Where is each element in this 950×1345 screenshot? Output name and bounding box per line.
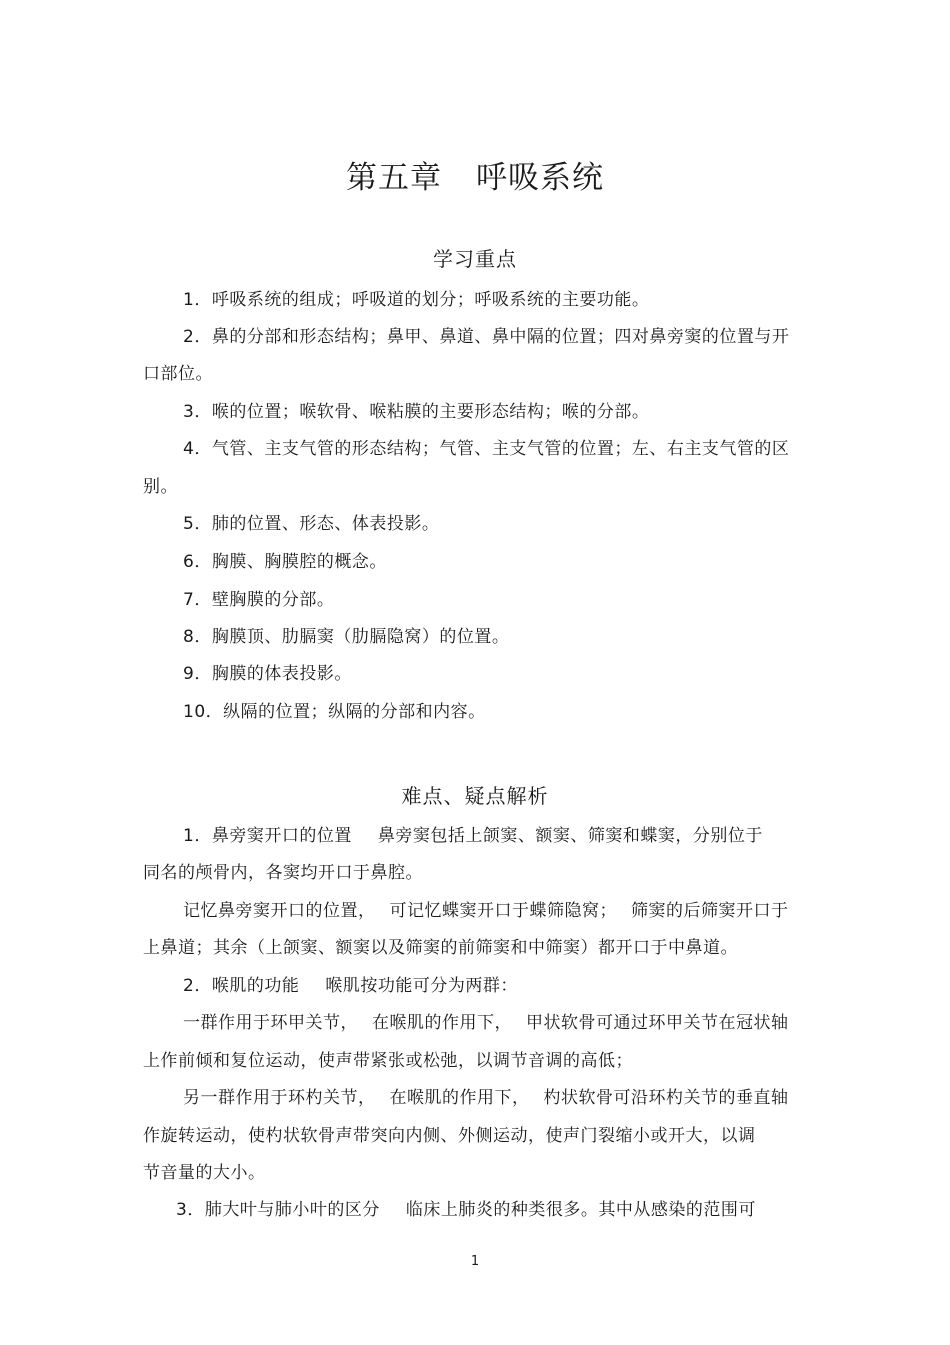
analysis-p2-line1 [183, 900, 789, 922]
key-points-heading: 学习重点 [433, 247, 517, 271]
analysis-p1-title: 1．鼻旁窦开口的位置 [183, 826, 352, 846]
analysis-p5-line2: 作旋转运动，使杓状软骨声带突向内侧、外侧运动，使声门裂缩小或开大，以调 [143, 1126, 756, 1146]
key-point-9: 9．胸膜的体表投影。 [183, 664, 352, 684]
analysis-p3 [183, 975, 518, 997]
analysis-p4-part-a: 一群作用于环甲关节， [183, 1013, 358, 1033]
analysis-p2-part-a: 记忆鼻旁窦开口的位置， [183, 901, 376, 921]
analysis-p5-line1 [183, 1087, 789, 1109]
key-point-3: 3．喉的位置；喉软骨、喉粘膜的主要形态结构；喉的分部。 [183, 402, 650, 422]
analysis-p2-part-c: 筛窦的后筛窦开口于 [631, 901, 789, 921]
analysis-p1-text: 鼻旁窦包括上颌窦、额窦、筛窦和蝶窦，分别位于 [377, 826, 763, 846]
analysis-p5-part-b: 在喉肌的作用下， [389, 1088, 530, 1108]
analysis-p5-line3: 节音量的大小。 [143, 1163, 266, 1183]
analysis-p6-text: 临床上肺炎的种类很多。其中从感染的范围可 [405, 1200, 756, 1220]
key-point-7: 7．壁胸膜的分部。 [183, 590, 335, 610]
analysis-p5-part-c: 杓状软骨可沿环杓关节的垂直轴 [543, 1088, 789, 1108]
analysis-p4-line2: 上作前倾和复位运动，使声带紧张或松弛，以调节音调的高低； [143, 1051, 633, 1071]
analysis-heading: 难点、疑点解析 [401, 784, 549, 808]
key-point-2-cont: 口部位。 [143, 364, 213, 384]
analysis-p4-part-c: 甲状软骨可通过环甲关节在冠状轴 [526, 1013, 789, 1033]
analysis-p2-line2: 上鼻道；其余（上颌窦、额窦以及筛窦的前筛窦和中筛窦）都开口于中鼻道。 [143, 938, 738, 958]
key-point-5: 5．肺的位置、形态、体表投影。 [183, 514, 440, 534]
analysis-p1-line2: 同名的颅骨内，各窦均开口于鼻腔。 [143, 863, 423, 883]
analysis-p4-line1 [183, 1012, 789, 1034]
analysis-p4-part-b: 在喉肌的作用下， [372, 1013, 512, 1033]
analysis-p3-title: 2．喉肌的功能 [183, 976, 300, 996]
chapter-label: 第五章 [346, 160, 442, 196]
key-point-8: 8．胸膜顶、肋膈窦（肋膈隐窝）的位置。 [183, 627, 510, 647]
analysis-p5-part-a: 另一群作用于环杓关节， [183, 1088, 376, 1108]
key-point-10: 10．纵隔的位置；纵隔的分部和内容。 [183, 702, 486, 722]
key-point-4-cont: 别。 [143, 477, 178, 497]
key-point-6: 6．胸膜、胸膜腔的概念。 [183, 552, 387, 572]
key-point-4: 4．气管、主支气管的形态结构；气管、主支气管的位置；左、右主支气管的区 [183, 439, 790, 459]
analysis-p3-text: 喉肌按功能可分为两群： [325, 976, 518, 996]
analysis-p6-title: 3．肺大叶与肺小叶的区分 [176, 1200, 380, 1220]
chapter-name: 呼吸系统 [476, 160, 604, 196]
chapter-title [0, 152, 950, 197]
page-number: 1 [470, 1254, 480, 1269]
analysis-p2-part-b: 可记忆蝶窦开口于蝶筛隐窝； [389, 901, 617, 921]
analysis-p6-line1 [176, 1199, 756, 1221]
key-point-2: 2．鼻的分部和形态结构；鼻甲、鼻道、鼻中隔的位置；四对鼻旁窦的位置与开 [183, 327, 790, 347]
key-point-1: 1．呼吸系统的组成；呼吸道的划分；呼吸系统的主要功能。 [183, 290, 650, 310]
analysis-p1-line1 [183, 825, 763, 847]
